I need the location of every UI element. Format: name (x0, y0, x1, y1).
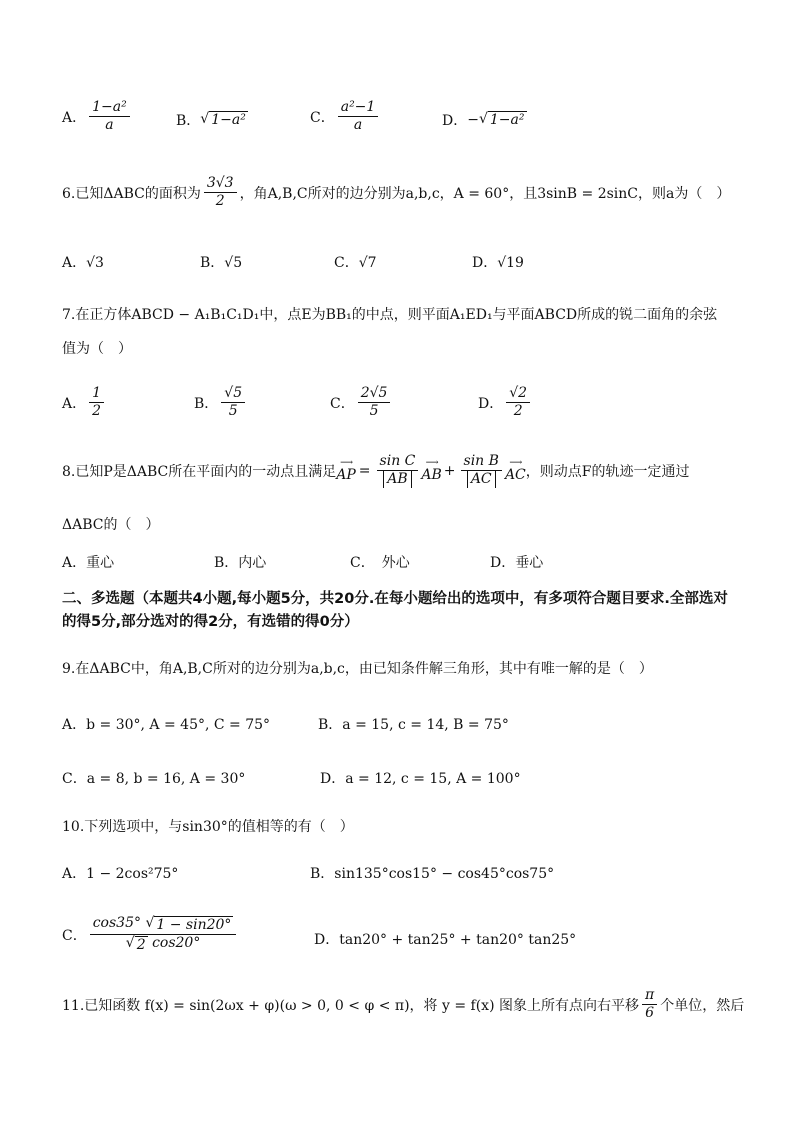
fraction-sinb-ac: $\frac{\text{sin B}}{AC}$ (461, 454, 502, 488)
vector-ac: ⟶ AC (504, 458, 526, 484)
q7-option-b: B． $\frac{√5}{5}$ (194, 386, 248, 420)
q5-option-c (310, 100, 381, 134)
vector-ab: ⟶ AB (421, 458, 442, 484)
vector-ap: ⟶ AP (336, 458, 356, 484)
fraction: $\frac{2√5}{5}$ (358, 386, 391, 420)
question-9-stem: 9.在ΔABC中，角A,B,C所对的边分别为a,b,c，由已知条件解三角形，其中有唯一解的是（ ） (62, 661, 653, 677)
sqrt-expression: √ 1 − sin20° (145, 915, 232, 933)
q5-option-a (62, 100, 133, 134)
sqrt-expression: √ 1−a² (200, 111, 246, 129)
q10-option-d: D．tan20° + tan25° + tan20° tan25° (314, 932, 577, 948)
question-10-stem: 10.下列选项中，与sin30°的值相等的有（ ） (62, 819, 354, 835)
q6-option-d: D．√19 (472, 255, 524, 271)
q8-option-a: A．重心 (62, 555, 115, 571)
q8-option-b: B．内心 (214, 555, 267, 571)
question-7-stem-line2: 值为（ ） (62, 341, 132, 357)
q6-option-c: C．√7 (334, 255, 377, 271)
option-label: D． (442, 113, 468, 129)
fraction-sinc-ab: $\frac{\text{sin C}}{AB}$ (377, 454, 419, 488)
q7-option-a: A． $\frac{1}{2}$ (62, 386, 107, 420)
option-label: B． (176, 113, 201, 129)
area-fraction: $\frac{3√3}{2}$ (204, 176, 237, 210)
fraction: $\frac{1}{2}$ (89, 386, 104, 420)
question-7-stem-line1: 7.在正方体ABCD − A₁B₁C₁D₁中，点E为BB₁的中点，则平面A₁ED₁与平面ABCD所成的锐二面角的余弦 (62, 307, 718, 323)
q10-option-c: C． cos35° √ 1 − sin20° √ 2 cos20° (62, 916, 239, 953)
q10-option-a: A．1 − 2cos²75° (62, 866, 179, 882)
q6-option-a: A．√3 (62, 255, 104, 271)
option-label: A． (62, 109, 87, 126)
q5-option-b (176, 110, 248, 130)
q9-option-c: C．a = 8, b = 16, A = 30° (62, 771, 246, 787)
option-label: C． (310, 109, 335, 126)
q7-option-c: C． $\frac{2√5}{5}$ (330, 386, 393, 420)
fraction: cos35° √ 1 − sin20° √ 2 cos20° (90, 916, 237, 953)
q8-option-c: C． 外心 (350, 555, 410, 571)
question-6-stem: 6.已知ΔABC的面积为 $\frac{3√3}{2}$ ，角A,B,C所对的边分别为a,b,c，A = 60°，且3sinB = 2sinC，则a为（ ） (62, 175, 731, 210)
q9-option-d: D．a = 12, c = 15, A = 100° (320, 771, 521, 787)
fraction: $\frac{\text{a²−1}}{a}$ (338, 100, 379, 134)
q5-option-d: D． − √ 1−a² (442, 111, 525, 129)
fraction: $\frac{√2}{2}$ (506, 386, 530, 420)
sqrt-expression: √ 1−a² (478, 111, 525, 129)
q9-option-b: B．a = 15, c = 14, B = 75° (318, 717, 509, 733)
q9-option-a: A．b = 30°, A = 45°, C = 75° (62, 717, 271, 733)
question-8-stem-line2: ΔABC的（ ） (62, 517, 160, 533)
question-11-stem: 11.已知函数 f(x) = sin(2ωx + φ)(ω > 0, 0 < φ < π)，将 y = f(x) 图象上所有点向右平移 $\frac{\pi}{6}$ 个单位，然后 (62, 987, 745, 1022)
pi-over-6-fraction: $\frac{\pi}{6}$ (642, 988, 657, 1022)
q8-option-d: D．垂心 (490, 555, 544, 571)
question-8-stem: 8.已知P是ΔABC所在平面内的一动点且满足 ⟶ AP = $\frac{\text{sin C}}{AB}$ ⟶ AB + $\frac{\text{sin B}}{AC}$ ⟶ AC ，则动点F的轨迹一定通过 (62, 453, 690, 488)
fraction: $\frac{√5}{5}$ (221, 386, 245, 420)
q7-option-d: D． $\frac{√2}{2}$ (478, 386, 533, 420)
q6-option-b: B．√5 (200, 255, 243, 271)
section-2-heading: 二、多选题（本题共4小题,每小题5分，共20分.在每小题给出的选项中，有多项符合题目要求.全部选对的得5分,部分选对的得2分，有选错的得0分） (62, 591, 728, 630)
sqrt-expression: √ 2 (125, 935, 146, 954)
q10-option-b: B．sin135°cos15° − cos45°cos75° (310, 866, 555, 882)
fraction: $\frac{\text{1−a²}}{a}$ (89, 100, 130, 134)
